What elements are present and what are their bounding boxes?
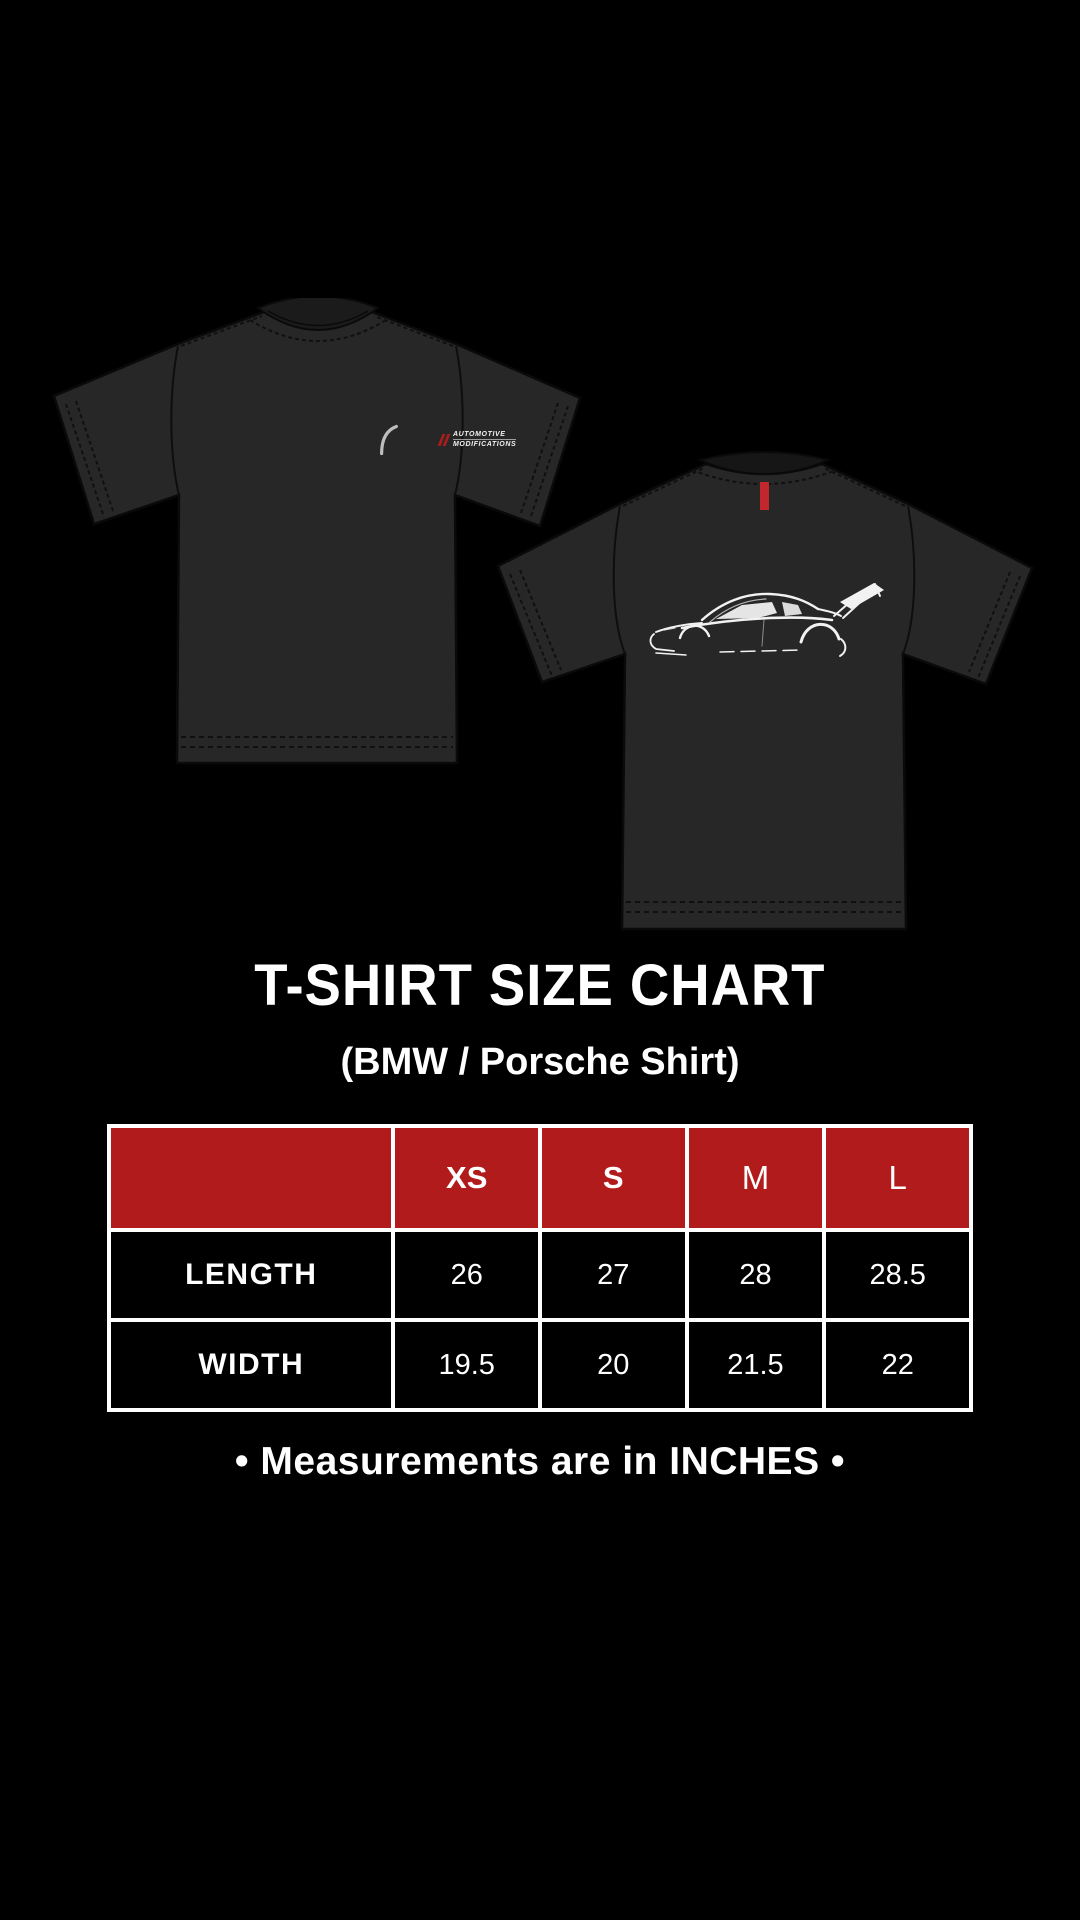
brand-logo-line1: AUTOMOTIVE: [453, 430, 506, 438]
table-row-width: [109, 1320, 971, 1410]
length-m: 28: [687, 1230, 825, 1320]
brand-logo-line2: MODIFICATIONS: [453, 441, 517, 448]
tshirt-back-mockup: [494, 442, 1038, 942]
length-l: 28.5: [824, 1230, 971, 1320]
brand-swoosh-icon: [341, 424, 437, 456]
width-l: 22: [824, 1320, 971, 1410]
size-chart-table: [107, 1124, 973, 1412]
size-column-l: L: [824, 1126, 971, 1230]
tshirt-back-drawing: [494, 442, 1038, 942]
chest-brand-logo: [341, 424, 517, 456]
brand-mark-red-icon: [440, 434, 450, 446]
row-label-length: LENGTH: [109, 1230, 393, 1320]
size-column-m: M: [687, 1126, 825, 1230]
size-column-xs: XS: [393, 1126, 540, 1230]
neck-tag-red: [760, 482, 769, 510]
width-xs: 19.5: [393, 1320, 540, 1410]
page-title: T-SHIRT SIZE CHART: [254, 953, 826, 1018]
tshirt-back-body: [498, 464, 1032, 929]
measurements-note: • Measurements are in INCHES •: [234, 1440, 846, 1483]
size-column-s: S: [540, 1126, 687, 1230]
width-m: 21.5: [687, 1320, 825, 1410]
width-s: 20: [540, 1320, 687, 1410]
length-xs: 26: [393, 1230, 540, 1320]
title-block: [0, 952, 1080, 1084]
row-label-width: WIDTH: [109, 1320, 393, 1410]
table-row-length: [109, 1230, 971, 1320]
length-s: 27: [540, 1230, 687, 1320]
page-subtitle: (BMW / Porsche Shirt): [340, 1041, 740, 1083]
size-chart-corner-cell: [109, 1126, 393, 1230]
size-chart-header-row: [109, 1126, 971, 1230]
